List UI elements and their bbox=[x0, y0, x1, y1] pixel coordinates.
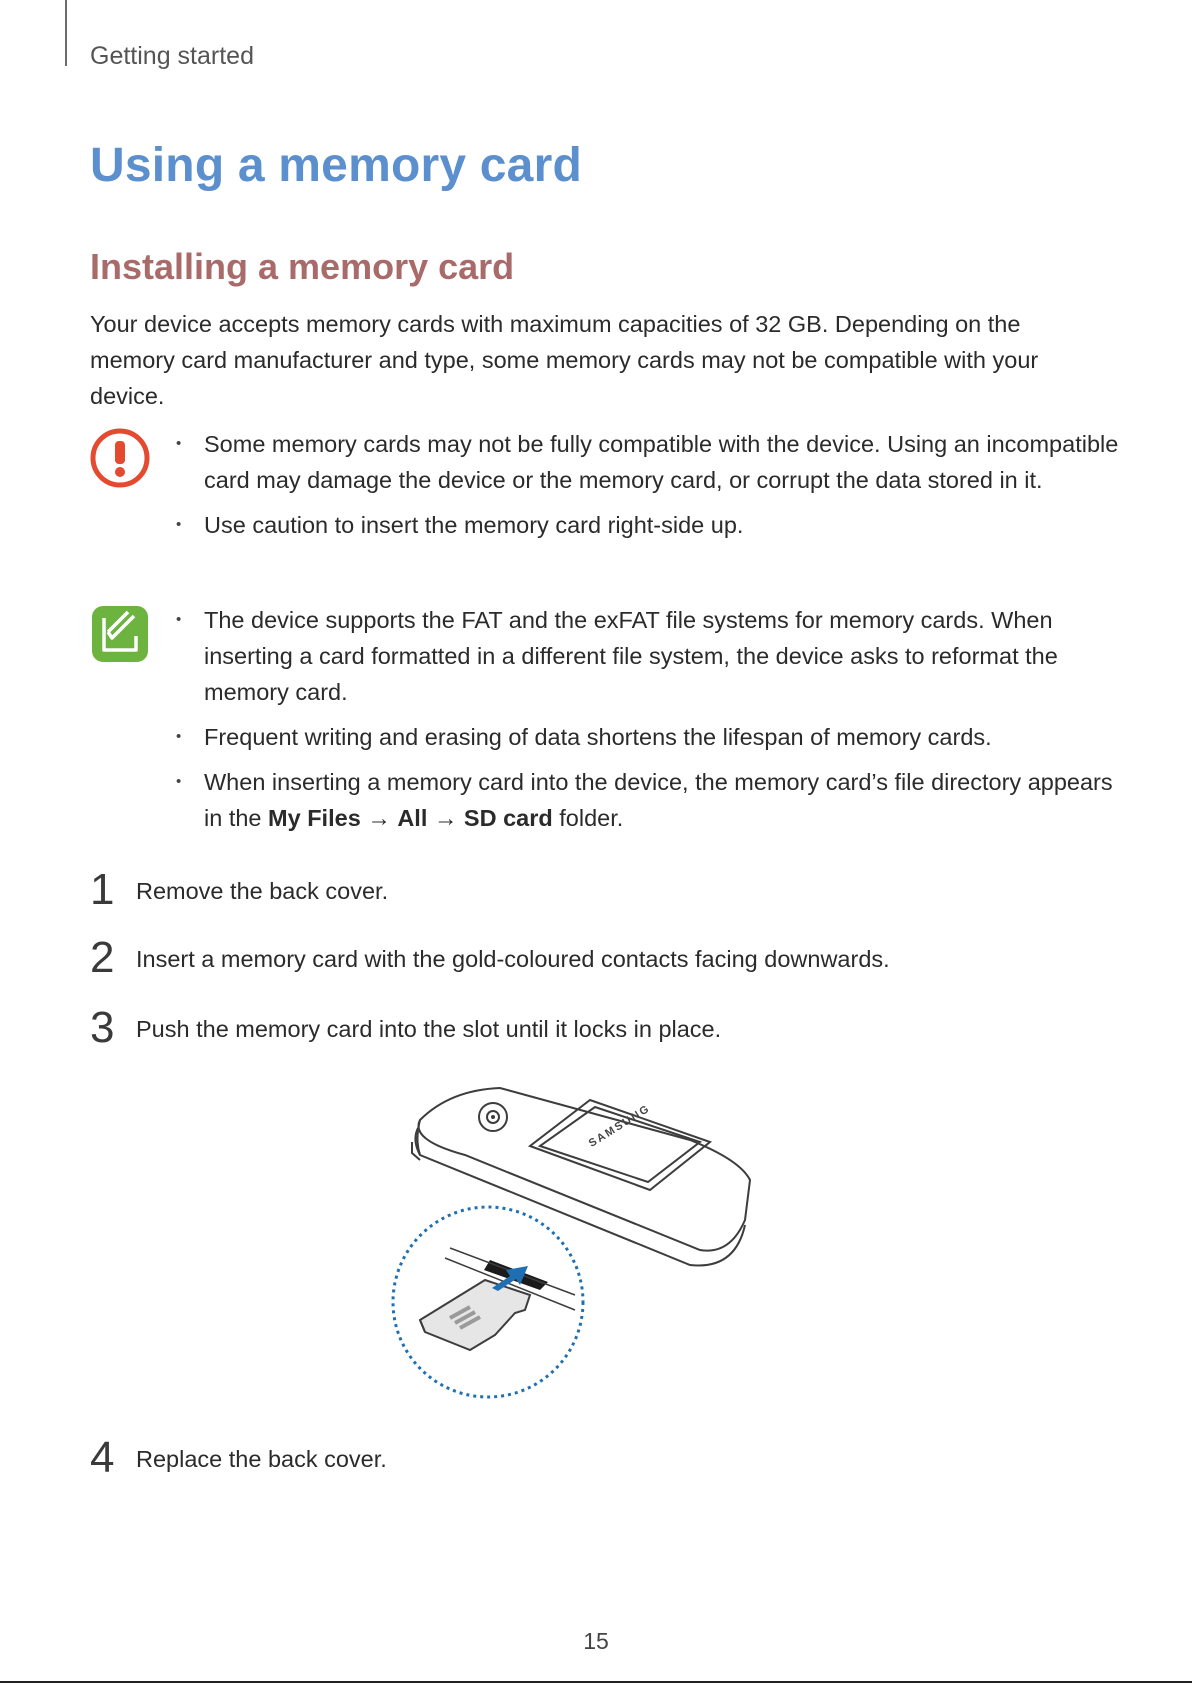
note-list bbox=[170, 602, 1120, 845]
brand-label: SAMSUNG bbox=[586, 1102, 653, 1150]
note-item-suffix: folder. bbox=[552, 805, 624, 831]
path-sd-card: SD card bbox=[463, 805, 553, 831]
path-my-files: My Files bbox=[268, 805, 361, 831]
page-title: Using a memory card bbox=[90, 139, 582, 192]
step-number: 3 bbox=[90, 1003, 115, 1052]
note-item: • Frequent writing and erasing of data shortens the lifespan of memory cards. bbox=[170, 719, 1120, 755]
bottom-rule bbox=[0, 1681, 1192, 1683]
note-icon bbox=[90, 604, 150, 664]
header-rule bbox=[65, 0, 67, 66]
intro-paragraph: Your device accepts memory cards with maximum capacities of 32 GB. Depending on the memory card manufacturer and type, some memory cards may not be compatible with your device. bbox=[90, 311, 1039, 409]
caution-icon bbox=[90, 428, 150, 488]
caution-item: • Some memory cards may not be fully compatible with the device. Using an incompatible card may damage the device or the memory card, or corrupt the data stored in it. bbox=[170, 426, 1120, 498]
path-all: All bbox=[397, 805, 428, 831]
battery bbox=[530, 1100, 710, 1190]
step-text: Replace the back cover. bbox=[136, 1446, 387, 1472]
memory-card-illustration bbox=[390, 1080, 810, 1410]
caution-item: • Use caution to insert the memory card right-side up. bbox=[170, 507, 1120, 543]
note-item bbox=[170, 764, 1120, 836]
note-item-prefix: When inserting a memory card into the device, the memory card’s file directory appears in the bbox=[204, 769, 1113, 831]
step-number: 2 bbox=[90, 933, 115, 982]
section-subtitle: Installing a memory card bbox=[90, 246, 515, 287]
note-item: • The device supports the FAT and the exFAT file systems for memory cards. When inserting a card formatted in a different file system, the device asks to reformat the memory card. bbox=[170, 602, 1120, 710]
path-arrow: → bbox=[367, 805, 391, 831]
path-arrow: → bbox=[433, 805, 458, 831]
step-text: Insert a memory card with the gold-coloured contacts facing downwards. bbox=[136, 946, 890, 972]
caution-list bbox=[170, 426, 1120, 552]
step-number: 4 bbox=[90, 1433, 115, 1482]
page-number: 15 bbox=[583, 1628, 609, 1654]
step-text: Remove the back cover. bbox=[136, 878, 389, 904]
step-text: Push the memory card into the slot until it locks in place. bbox=[136, 1016, 722, 1042]
section-header: Getting started bbox=[90, 42, 254, 70]
step-number: 1 bbox=[90, 865, 115, 914]
